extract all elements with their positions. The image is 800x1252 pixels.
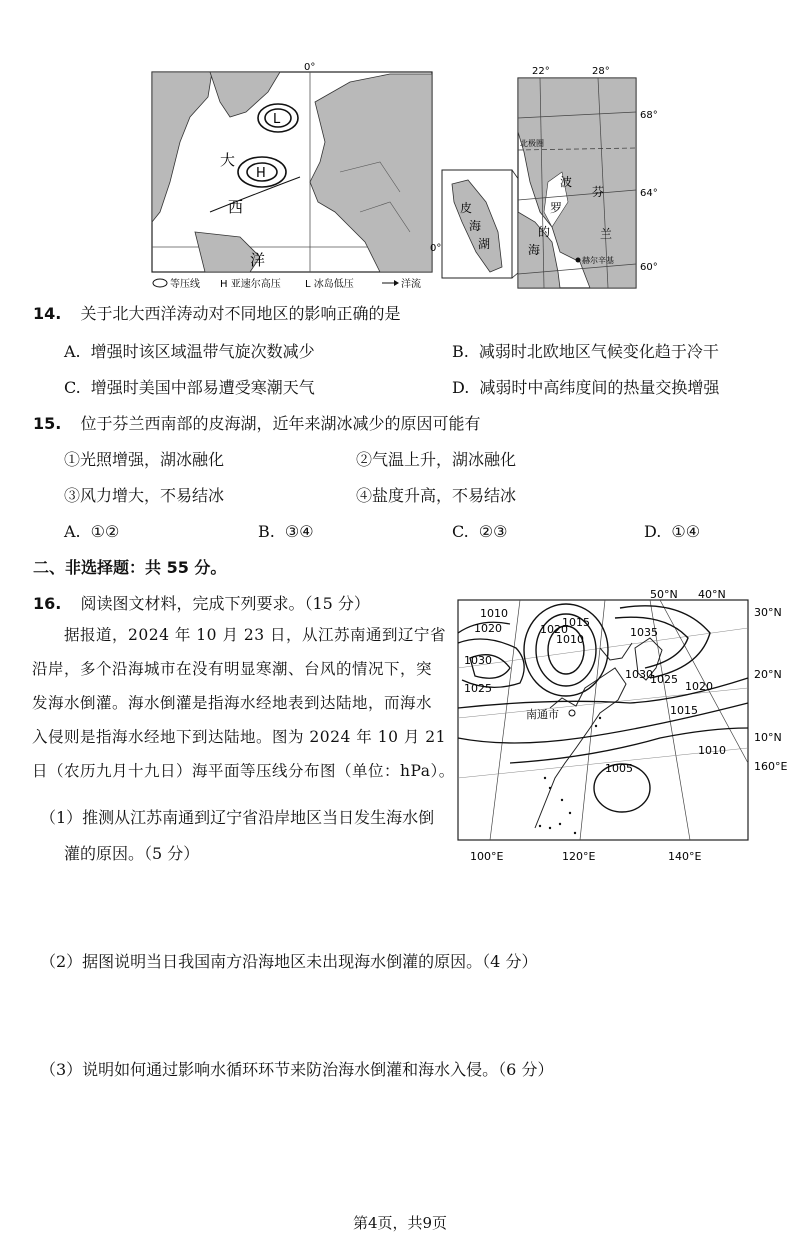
lat-10n-label: 10°N	[754, 731, 782, 744]
q15-item-4: ④盐度升高，不易结冰	[356, 486, 517, 505]
q14-option-a-label: A.	[64, 342, 81, 361]
ocean-char-1: 大	[220, 151, 236, 169]
q16-sub1-line1: （1）推测从江苏南通到辽宁省沿岸地区当日发生海水倒	[40, 808, 435, 827]
isobar-label-1020-b: 1020	[540, 623, 568, 636]
ocean-char-3: 洋	[250, 251, 266, 269]
lat-40n-label: 40°N	[698, 588, 726, 601]
atlantic-map	[150, 62, 440, 292]
q14-option-c-label: C.	[64, 378, 81, 397]
q15-item-2: ②气温上升，湖冰融化	[356, 450, 517, 469]
lon-140e-label: 140°E	[668, 850, 702, 863]
lat-60-label: 60°	[640, 262, 658, 273]
q15-option-d-label: D.	[644, 522, 662, 541]
country-char-1: 芬	[592, 185, 605, 199]
high-center-label: H	[256, 166, 266, 181]
isobar-label-1025-b: 1025	[650, 673, 678, 686]
lon-160e-label: 160°E	[754, 760, 788, 773]
q14-option-c-text: 增强时美国中部易遭受寒潮天气	[90, 378, 315, 397]
q14-option-b-text: 减弱时北欧地区气候变化趋于冷干	[478, 342, 719, 361]
isobar-label-1010-b: 1010	[556, 633, 584, 646]
q16-sub1-line2: 灌的原因。（5 分）	[64, 844, 200, 863]
legend-current: 洋流	[401, 279, 421, 290]
gulf-char-4: 海	[528, 243, 541, 257]
q14-number: 14.	[33, 304, 62, 323]
q15-option-a[interactable]	[64, 522, 119, 542]
q15-stem-text: 位于芬兰西南部的皮海湖，近年来湖冰减少的原因可能有	[80, 414, 481, 433]
low-center-label: L	[273, 112, 281, 127]
isobar-label-1035: 1035	[630, 626, 658, 639]
q15-option-d[interactable]	[644, 522, 700, 542]
helsinki-label: 赫尔辛基	[582, 256, 614, 265]
q16-number: 16.	[33, 594, 62, 613]
lon-22-label: 22°	[532, 66, 550, 77]
q14-option-a-text: 增强时该区域温带气旋次数减少	[90, 342, 315, 361]
q15-option-d-text: ①④	[671, 522, 701, 541]
isobar-label-1010-c: 1010	[698, 744, 726, 757]
q14-option-a[interactable]	[64, 342, 315, 362]
lat-30n-label: 30°N	[754, 606, 782, 619]
q15-number: 15.	[33, 414, 62, 433]
country-char-2: 兰	[600, 227, 613, 241]
isobar-label-1020-a: 1020	[474, 622, 502, 635]
q16-sub2: （2）据图说明当日我国南方沿海地区未出现海水倒灌的原因。（4 分）	[40, 952, 538, 971]
q15-option-b-text: ③④	[284, 522, 314, 541]
q16-stem-text: 阅读图文材料，完成下列要求。（15 分）	[80, 594, 370, 613]
q14-option-d[interactable]	[452, 378, 719, 398]
gulf-char-1: 波	[560, 175, 573, 189]
isobar-label-1030-b: 1030	[625, 668, 653, 681]
isobar-label-1005: 1005	[605, 762, 633, 775]
q15-option-a-label: A.	[64, 522, 81, 541]
q16-stem	[33, 594, 370, 614]
q16-material-line-4: 入侵则是指海水经地下到达陆地。图为 2024 年 10 月 21	[32, 728, 447, 746]
q16-sub3: （3）说明如何通过影响水循环环节来防治海水倒灌和海水入侵。（6 分）	[40, 1060, 554, 1079]
q15-item-1: ①光照增强，湖冰融化	[64, 450, 225, 469]
ocean-char-2: 西	[228, 198, 244, 216]
q16-material-line-3: 发海水倒灌。海水倒灌是指海水经地表到达陆地，而海水	[32, 694, 433, 712]
gulf-char-3: 的	[538, 225, 551, 239]
legend-high: H 亚速尔高压	[220, 279, 281, 290]
isobar-label-1015-a: 1015	[562, 616, 590, 629]
q16-material-line-5: 日（农历九月十九日）海平面等压线分布图（单位：hPa）。	[32, 762, 455, 780]
lat-50n-label: 50°N	[650, 588, 678, 601]
arctic-circle-label: 北极圈	[520, 139, 544, 148]
lat-68-label: 68°	[640, 110, 658, 121]
q15-option-b[interactable]	[258, 522, 314, 542]
q16-material-line-2: 沿岸，多个沿海城市在没有明显寒潮、台风的情况下，突	[32, 660, 433, 678]
q14-stem-text: 关于北大西洋涛动对不同地区的影响正确的是	[80, 304, 401, 323]
lake-char-2: 海	[469, 219, 482, 233]
q15-option-c-text: ②③	[478, 522, 508, 541]
gulf-char-2: 罗	[550, 201, 563, 215]
legend-isobar: 等压线	[170, 279, 200, 290]
q15-stem	[33, 414, 480, 434]
q16-material	[32, 618, 455, 788]
isobar-label-1025-a: 1025	[464, 682, 492, 695]
q14-option-b-label: B.	[452, 342, 469, 361]
lon-28-label: 28°	[592, 66, 610, 77]
equator-label: 0°	[430, 243, 442, 254]
isobar-label-1030-a: 1030	[464, 654, 492, 667]
q14-option-b[interactable]	[452, 342, 719, 362]
q15-option-c[interactable]	[452, 522, 507, 542]
q14-option-d-label: D.	[452, 378, 470, 397]
isobar-label-1015-b: 1015	[670, 704, 698, 717]
q15-option-b-label: B.	[258, 522, 275, 541]
lat-64-label: 64°	[640, 188, 658, 199]
q15-option-c-label: C.	[452, 522, 469, 541]
lon-100e-label: 100°E	[470, 850, 504, 863]
isobar-label-1020-c: 1020	[685, 680, 713, 693]
page-footer: 第4页，共9页	[352, 1214, 448, 1232]
lake-char-3: 湖	[478, 237, 491, 251]
section-2-heading: 二、非选择题：共 55 分。	[33, 558, 227, 577]
legend-low: L 冰岛低压	[305, 279, 354, 290]
q15-option-a-text: ①②	[90, 522, 120, 541]
q14-option-c[interactable]	[64, 378, 315, 398]
lat-20n-label: 20°N	[754, 668, 782, 681]
q15-item-3: ③风力增大，不易结冰	[64, 486, 225, 505]
q14-stem	[33, 304, 400, 324]
q16-material-line-1: 据报道，2024 年 10 月 23 日，从江苏南通到辽宁省	[64, 626, 447, 644]
lon-120e-label: 120°E	[562, 850, 596, 863]
lake-char-1: 皮	[460, 201, 473, 215]
finland-map	[440, 62, 670, 292]
isobar-map	[450, 588, 795, 868]
meridian-label: 0°	[304, 62, 316, 73]
isobar-label-1010-a: 1010	[480, 607, 508, 620]
nantong-label: 南通市	[526, 708, 559, 721]
q14-option-d-text: 减弱时中高纬度间的热量交换增强	[479, 378, 720, 397]
